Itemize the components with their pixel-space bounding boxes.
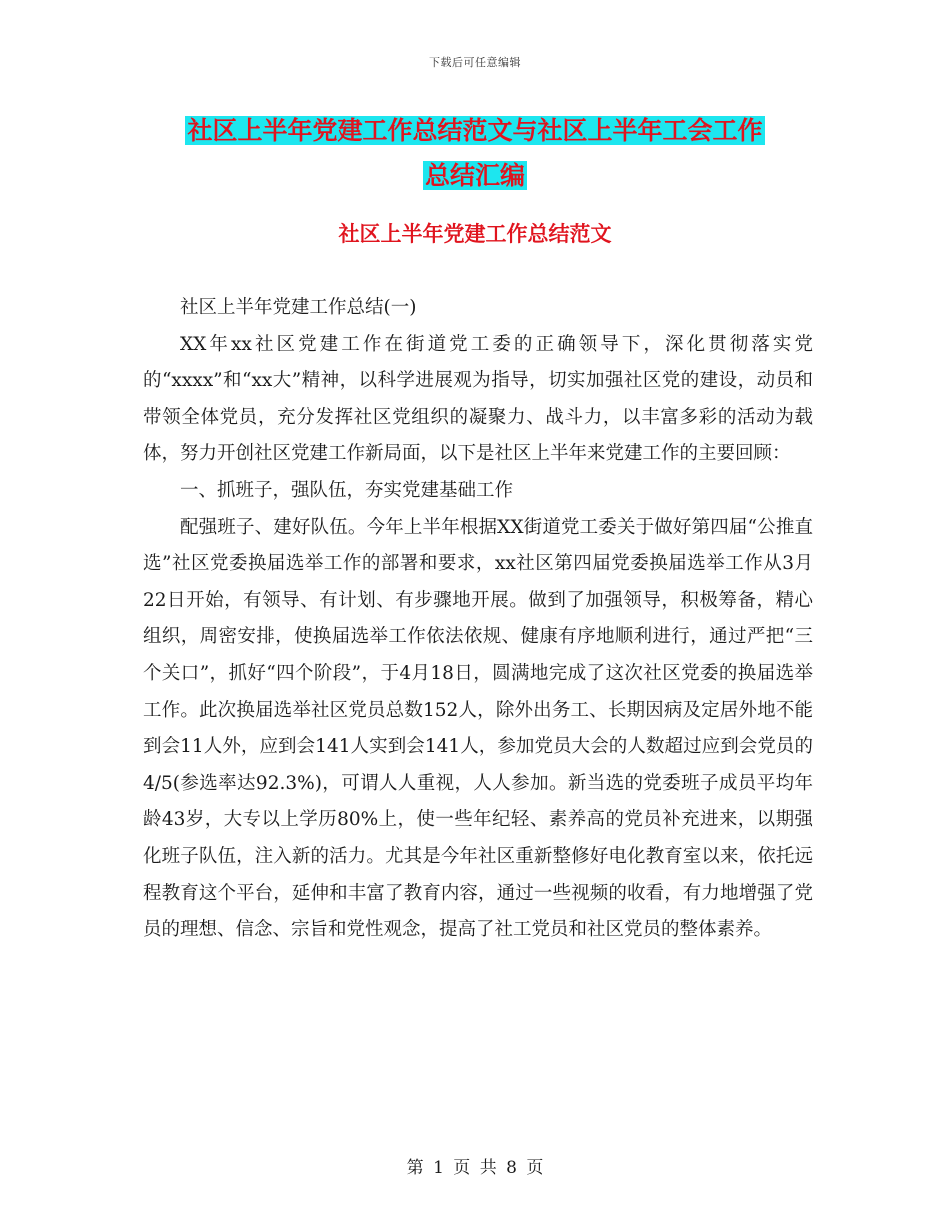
intro-paragraph: XX年xx社区党建工作在街道党工委的正确领导下，深化贯彻落实党的“xxxx”和“xx大”精神，以科学进展观为指导，切实加强社区党的建设，动员和带领全体党员，充分发挥社区党组织的凝聚力、战斗力，以丰富多彩的活动为载体，努力开创社区党建工作新局面，以下是社区上半年来党建工作的主要回顾： [143, 333, 813, 465]
document-title-line-1: 社区上半年党建工作总结范文与社区上半年工会工作 [187, 116, 763, 145]
section-title: 社区上半年党建工作总结范文 [338, 222, 612, 246]
page-number-footer: 第 1 页 共 8 页 [406, 1158, 544, 1178]
document-title-line-2: 总结汇编 [424, 161, 525, 190]
heading-paragraph: 一、抓班子，强队伍，夯实党建基础工作 [180, 479, 514, 501]
body-text [143, 290, 813, 949]
content-paragraph: 配强班子、建好队伍。今年上半年根据XX街道党工委关于做好第四届“公推直选”社区党委换届选举工作的部署和要求，xx社区第四届党委换届选举工作从3月22日开始，有领导、有计划、有步骤地开展。做到了加强领导，积极筹备，精心组织，周密安排，使换届选举工作依法依规、健康有序地顺利进行，通过严把“三个关口”，抓好“四个阶段”，于4月18日，圆满地完成了这次社区党委的换届选举工作。此次换届选举社区党员总数152人，除外出务工、长期因病及定居外地不能到会11人外，应到会141人实到会141人，参加党员大会的人数超过应到会党员的4/5(参选率达92.3%)，可谓人人重视，人人参加。新当选的党委班子成员平均年龄43岁，大专以上学历80%上，使一些年纪轻、素养高的党员补充进来，以期强化班子队伍，注入新的活力。尤其是今年社区重新整修好电化教育室以来，依托远程教育这个平台，延伸和丰富了教育内容，通过一些视频的收看，有力地增强了党员的理想、信念、宗旨和党性观念，提高了社工党员和社区党员的整体素养。 [143, 516, 813, 941]
subtitle-paragraph: 社区上半年党建工作总结(一) [180, 297, 417, 318]
document-title [0, 108, 950, 198]
header-note: 下载后可任意编辑 [429, 56, 521, 69]
